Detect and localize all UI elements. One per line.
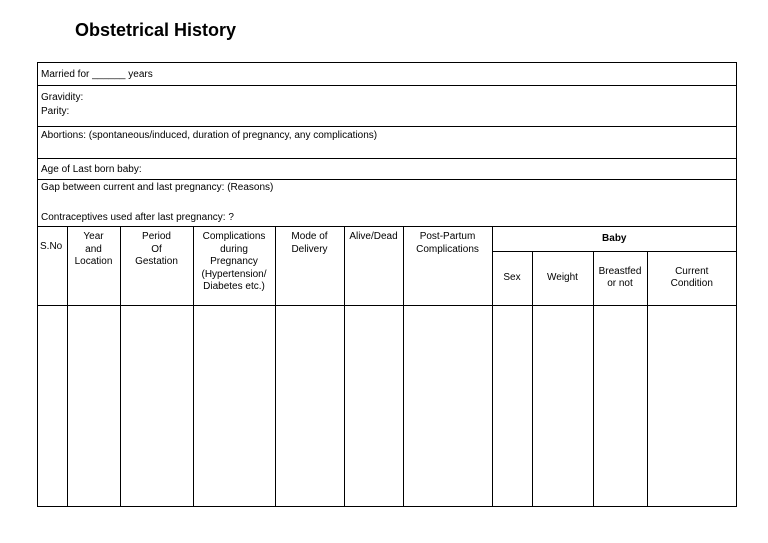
cell-sno[interactable] (38, 305, 67, 506)
abortions-label: Abortions: (spontaneous/induced, duration of pregnancy, any complications) (41, 130, 378, 141)
table-row (38, 305, 736, 506)
gravidity-label: Gravidity: (41, 92, 84, 103)
cell-post-partum[interactable] (403, 305, 492, 506)
cell-complications[interactable] (193, 305, 275, 506)
married-label: Married for ______ years (41, 69, 153, 80)
cell-sex[interactable] (492, 305, 532, 506)
cell-period-gestation[interactable] (120, 305, 193, 506)
page-title: Obstetrical History (75, 20, 237, 40)
col-period-line3: Gestation (135, 256, 178, 267)
col-comp-line4: (Hypertension/ (201, 268, 267, 280)
col-current-line1: Current (675, 265, 709, 277)
cell-current-condition[interactable] (647, 305, 736, 506)
cell-alive-dead[interactable] (344, 305, 403, 506)
col-year-line2: and (85, 243, 102, 255)
pregnancy-history-table (38, 227, 736, 506)
col-weight (532, 251, 593, 305)
cell-breastfed[interactable] (593, 305, 647, 506)
col-comp-line5: Diabetes etc.) (203, 281, 265, 292)
contraceptives-label: Contraceptives used after last pregnancy: ? (41, 212, 234, 223)
col-breastfed-line2: or not (607, 278, 633, 289)
col-baby-label: Baby (602, 233, 627, 244)
col-year-line3: Location (74, 256, 113, 267)
col-complications (193, 227, 275, 305)
col-period-line2: Of (151, 243, 162, 255)
cell-mode-delivery[interactable] (275, 305, 344, 506)
col-breastfed-line1: Breastfed (598, 265, 642, 277)
col-year-line1: Year (83, 231, 104, 242)
col-period-gestation (120, 227, 193, 305)
col-breastfed (593, 251, 647, 305)
col-mode-line1: Mode of (291, 231, 328, 242)
col-comp-line1: Complications (202, 231, 266, 242)
col-weight-label: Weight (547, 271, 578, 283)
gap-contraceptives-row (38, 180, 736, 227)
col-period-line1: Period (142, 231, 171, 242)
col-sex-label: Sex (503, 271, 521, 283)
col-mode-delivery (275, 227, 344, 305)
married-row (38, 63, 736, 86)
col-current-line2: Condition (670, 278, 713, 289)
parity-label: Parity: (41, 106, 70, 117)
cell-weight[interactable] (532, 305, 593, 506)
col-comp-line3: Pregnancy (210, 256, 258, 267)
col-current-condition (647, 251, 736, 305)
gap-label: Gap between current and last pregnancy: (Reasons) (41, 182, 274, 193)
age-last-born-row (38, 159, 736, 180)
col-mode-line2: Delivery (291, 243, 328, 255)
col-pp-line1: Post-Partum (419, 231, 476, 242)
col-sno-label: S.No (40, 241, 63, 252)
gravidity-parity-row (38, 86, 736, 127)
col-baby-group (492, 227, 736, 251)
age-last-born-label: Age of Last born baby: (41, 164, 142, 175)
col-pp-line2: Complications (416, 243, 479, 255)
col-comp-line2: during (220, 243, 248, 255)
abortions-row (38, 127, 736, 159)
col-alive-label: Alive/Dead (349, 231, 398, 242)
col-post-partum (403, 227, 492, 305)
col-sno (38, 227, 67, 305)
col-alive-dead (344, 227, 403, 305)
obstetrical-history-form (37, 62, 737, 507)
cell-year-location[interactable] (67, 305, 120, 506)
table-header-row (38, 227, 736, 251)
col-year-location (67, 227, 120, 305)
col-sex (492, 251, 532, 305)
